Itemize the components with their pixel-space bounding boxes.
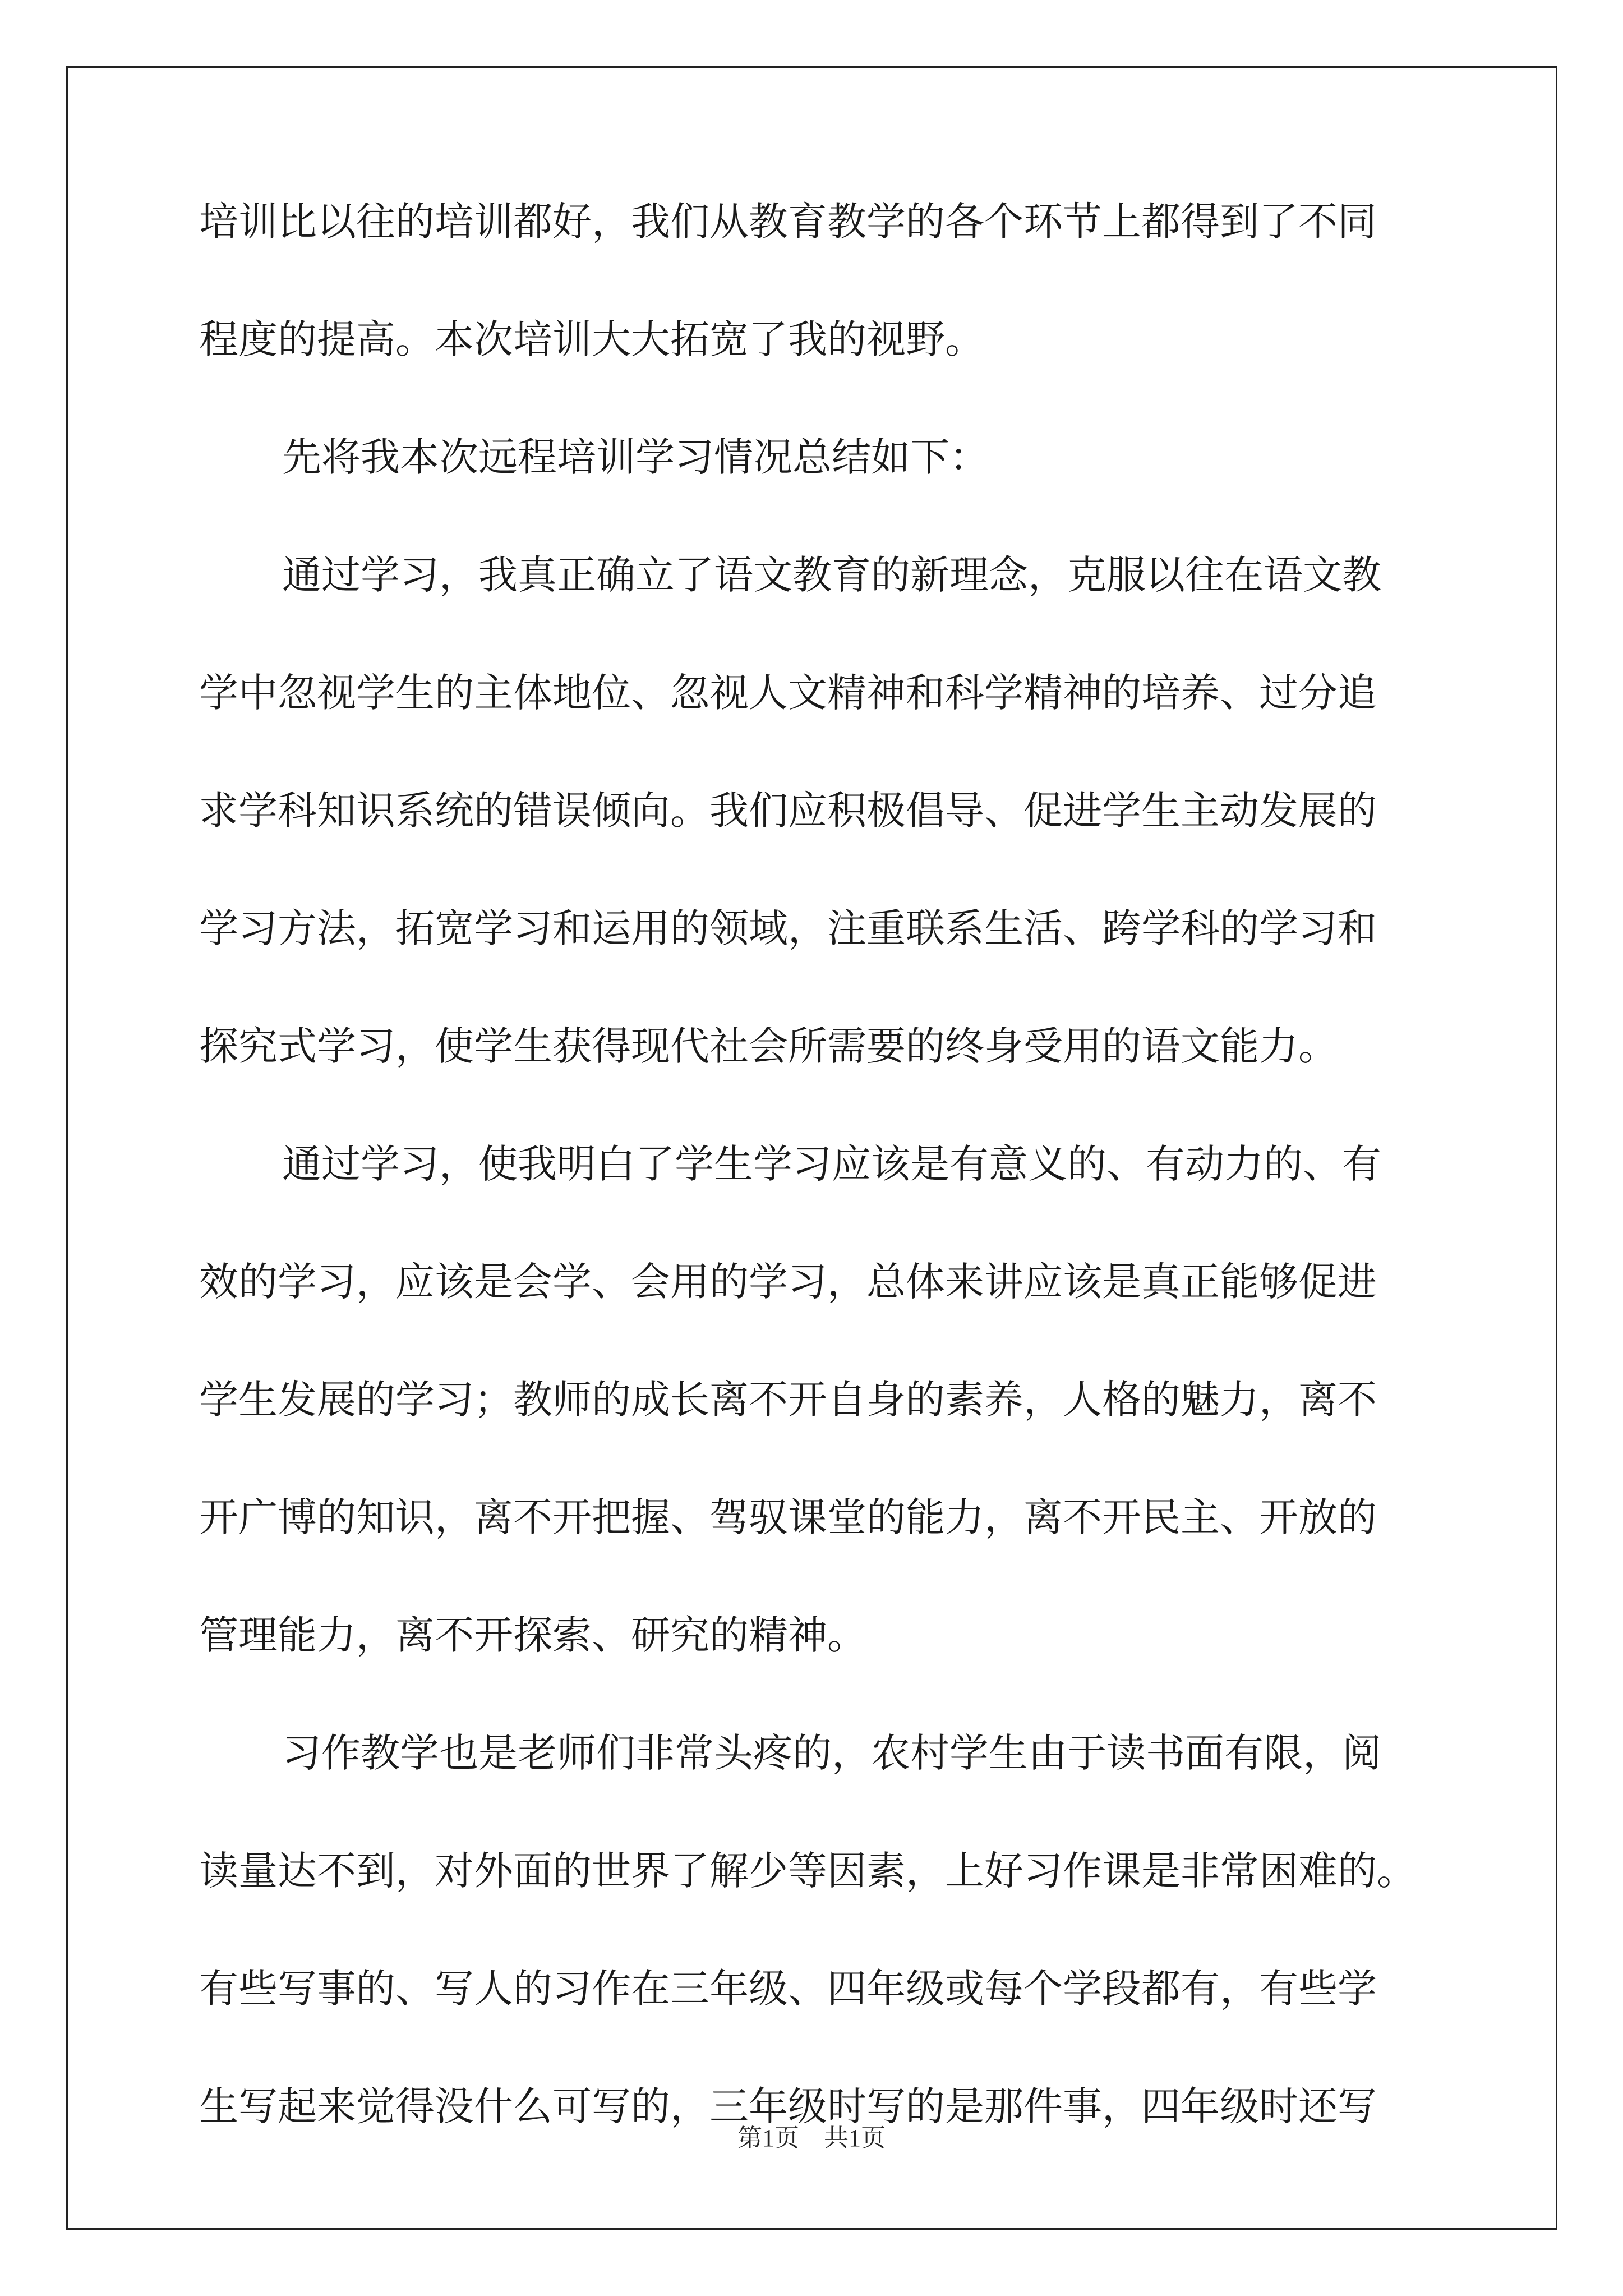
text-line-4: 通过学习，我真正确立了语文教育的新理念，克服以往在语文教 — [282, 552, 1381, 598]
page-number-current: 第1页 — [737, 2124, 799, 2152]
text-line-3: 先将我本次远程培训学习情况总结如下： — [282, 434, 989, 480]
text-line-9: 通过学习，使我明白了学生学习应该是有意义的、有动力的、有 — [282, 1141, 1381, 1187]
page-footer — [0, 2124, 1623, 2153]
text-line-13: 管理能力，离不开探索、研究的精神。 — [199, 1612, 866, 1658]
text-line-5: 学中忽视学生的主体地位、忽视人文精神和科学精神的培养、过分追 — [199, 670, 1377, 716]
text-line-10: 效的学习，应该是会学、会用的学习，总体来讲应该是真正能够促进 — [199, 1259, 1377, 1305]
text-line-2: 程度的提高。本次培训大大拓宽了我的视野。 — [199, 316, 984, 362]
text-line-17: 生写起来觉得没什么可写的，三年级时写的是那件事，四年级时还写 — [199, 2083, 1377, 2129]
text-line-14: 习作教学也是老师们非常头疼的，农村学生由于读书面有限，阅 — [282, 1730, 1381, 1776]
text-line-6: 求学科知识系统的错误倾向。我们应积极倡导、促进学生主动发展的 — [199, 788, 1377, 834]
text-line-1: 培训比以往的培训都好，我们从教育教学的各个环节上都得到了不同 — [199, 199, 1377, 245]
text-line-15: 读量达不到，对外面的世界了解少等因素，上好习作课是非常困难的。 — [199, 1848, 1416, 1894]
page-number-total: 共1页 — [824, 2124, 886, 2152]
text-line-11: 学生发展的学习；教师的成长离不开自身的素养，人格的魅力，离不 — [199, 1377, 1377, 1423]
text-line-8: 探究式学习，使学生获得现代社会所需要的终身受用的语文能力。 — [199, 1023, 1338, 1069]
text-line-16: 有些写事的、写人的习作在三年级、四年级或每个学段都有，有些学 — [199, 1966, 1377, 2012]
text-line-12: 开广博的知识，离不开把握、驾驭课堂的能力，离不开民主、开放的 — [199, 1494, 1377, 1540]
document-body — [199, 199, 1433, 2205]
text-line-7: 学习方法，拓宽学习和运用的领域，注重联系生活、跨学科的学习和 — [199, 905, 1377, 951]
